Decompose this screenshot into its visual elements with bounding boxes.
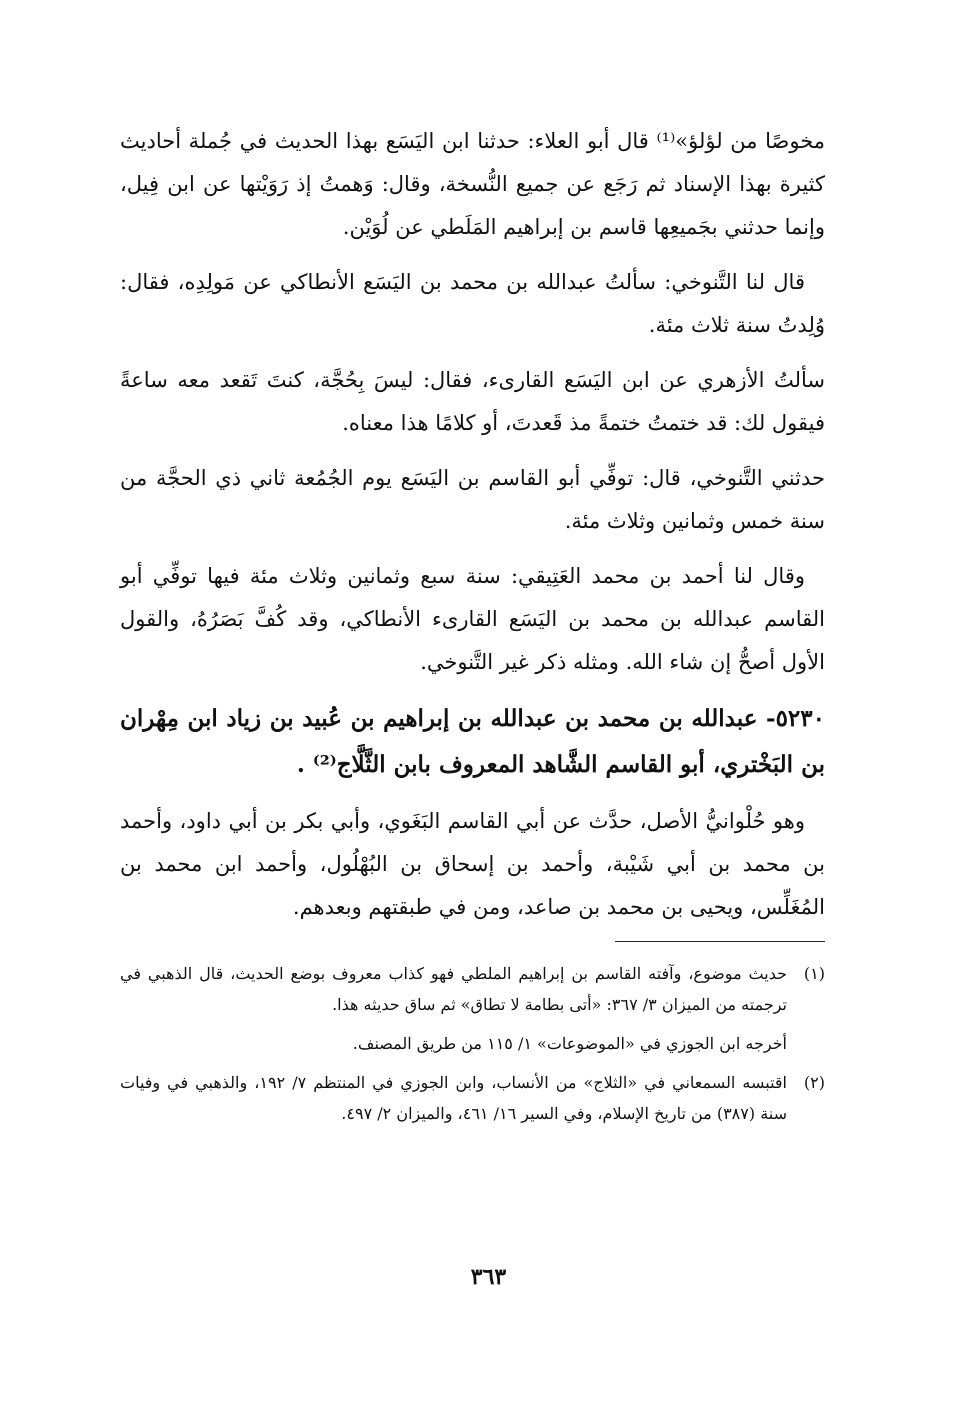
paragraph-6: وهو حُلْوانيُّ الأصل، حدَّث عن أبي القاسم البَغَوي، وأبي بكر بن أبي داود، وأحمد بن محمد بن أبي شَيْبة، وأحمد بن إسحاق بن البُهْلُول، وأحمد ابن محمد بن المُغَلِّس، ويحيى بن محمد بن صاعد، ومن في طبقتهم وبعدهم. <box>120 809 825 919</box>
footnote-1-number: (١) <box>803 964 825 983</box>
biography-entry-heading: ٥٢٣٠- عبدالله بن محمد بن عبدالله بن إبراهيم بن عُبيد بن زياد ابن مِهْران بن البَخْتري، أبو القاسم الشَّاهد المعروف بابن الثَّلَّاج⁽²⁾ . <box>120 705 825 778</box>
footnote-2-number: (٢) <box>803 1073 825 1092</box>
paragraph-4: حدثني التَّنوخي، قال: توفِّي أبو القاسم بن اليَسَع يوم الجُمُعة ثاني ذي الحجَّة من سنة خمس وثمانين وثلاث مئة. <box>120 466 825 533</box>
footnote-1-text: حديث موضوع، وآفته القاسم بن إبراهيم الملطي فهو كذاب معروف بوضع الحديث، قال الذهبي في ترجمته من الميزان ٣/ ٣٦٧: «أتى بطامة لا تطاق» ثم ساق حديثه هذا. <box>120 964 787 1014</box>
footnote-1-continuation: أخرجه ابن الجوزي في «الموضوعات» ١/ ١١٥ من طريق المصنف. <box>352 1034 787 1053</box>
footnote-divider <box>615 941 825 942</box>
page-content <box>120 120 825 1137</box>
paragraph-3: سألتُ الأزهري عن ابن اليَسَع القارىء، فقال: ليسَ بِحُجَّة، كنتَ تَقعد معه ساعةً فيقول لك: قد ختمتُ ختمةً مذ قَعدتَ، أو كلامًا هذا معناه. <box>120 368 825 435</box>
page-number: ٣٦٣ <box>470 1264 507 1290</box>
paragraph-2: قال لنا التَّنوخي: سألتُ عبدالله بن محمد بن اليَسَع الأنطاكي عن مَولِدِه، فقال: وُلِدتُ سنة ثلاث مئة. <box>120 270 825 337</box>
footnote-2-text: اقتبسه السمعاني في «الثلاج» من الأنساب، وابن الجوزي في المنتظم ٧/ ١٩٢، والذهبي في وفيات سنة (٣٨٧) من تاريخ الإسلام، وفي السير ١٦/ ٤٦١، والميزان ٢/ ٤٩٧. <box>120 1073 788 1123</box>
footnote-2 <box>120 1067 825 1129</box>
paragraph-1: مخوصًا من لؤلؤ»⁽¹⁾ قال أبو العلاء: حدثنا ابن اليَسَع بهذا الحديث في جُملة أحاديث كثيرة بهذا الإسناد ثم رَجَع عن جميع النُّسخة، وقال: وَهمتُ إذ رَوَيْتها عن ابن فِيل، وإنما حدثني بجَميعِها قاسم بن إبراهيم المَلَطي عن لُوَيْن. <box>120 129 826 239</box>
footnote-1 <box>120 958 825 1020</box>
paragraph-5: وقال لنا أحمد بن محمد العَتِيقي: سنة سبع وثمانين وثلاث مئة فيها توفِّي أبو القاسم عبدالله بن محمد بن اليَسَع القارىء الأنطاكي، وقد كُفَّ بَصَرُهُ، والقول الأول أصحُّ إن شاء الله. ومثله ذكر غير التَّنوخي. <box>120 564 825 674</box>
